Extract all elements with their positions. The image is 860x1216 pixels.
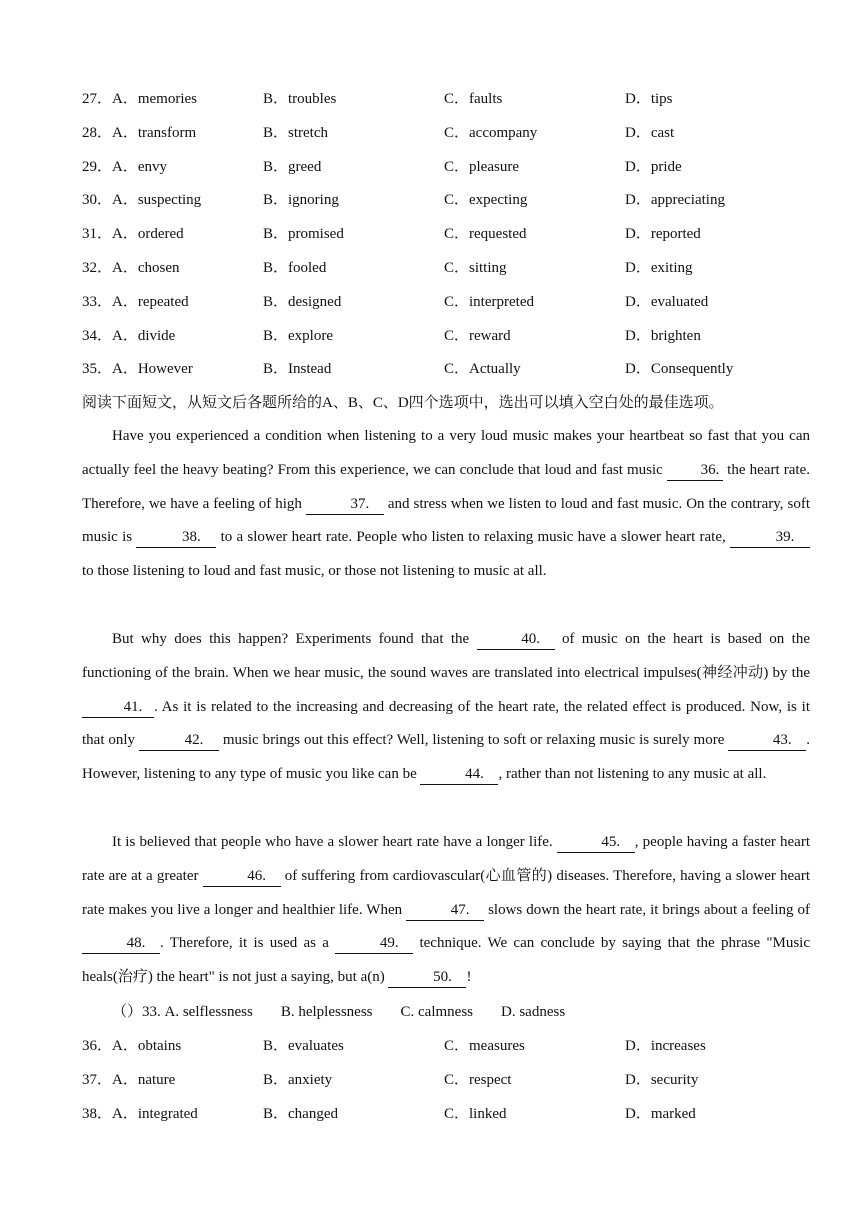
option-a[interactable]: A．divide [112, 327, 176, 344]
option-b[interactable]: B．stretch [263, 124, 328, 141]
option-d[interactable]: D．reported [625, 226, 701, 243]
blank-38: 38. [136, 527, 216, 548]
question-number: 37． [82, 1071, 113, 1088]
question-number: 30． [82, 192, 113, 209]
option-c[interactable]: C．accompany [444, 124, 538, 141]
option-c[interactable]: C．Actually [444, 361, 521, 378]
option-a[interactable]: A．nature [112, 1071, 176, 1088]
question-number: 31． [82, 226, 113, 243]
option-d[interactable]: D．appreciating [625, 192, 725, 209]
option-b[interactable]: B．promised [263, 226, 344, 243]
question-33-line [112, 1001, 593, 1023]
option-b[interactable]: B．ignoring [263, 192, 339, 209]
option-a[interactable]: A．repeated [112, 293, 189, 310]
option-b[interactable]: B．Instead [263, 361, 332, 378]
option-a[interactable]: A．However [112, 361, 193, 378]
option-d[interactable]: D．increases [625, 1038, 706, 1054]
option-a[interactable]: A．envy [112, 158, 167, 175]
option-c[interactable]: C．respect [444, 1071, 512, 1088]
q33-option-d[interactable]: D. sadness [501, 1004, 566, 1020]
option-c[interactable]: C．faults [444, 91, 503, 107]
option-b[interactable]: B．evaluates [263, 1038, 344, 1054]
option-b[interactable]: B．troubles [263, 91, 337, 107]
question-number: 38． [82, 1105, 113, 1122]
blank-44: 44. [420, 764, 498, 785]
option-d[interactable]: D．Consequently [625, 361, 734, 378]
option-c[interactable]: C．sitting [444, 260, 507, 276]
blank-47: 47. [406, 900, 484, 921]
option-d[interactable]: D．brighten [625, 327, 701, 344]
instruction: 阅读下面短文，从短文后各题所给的A、B、C、D四个选项中，选出可以填入空白处的最佳选项。 [82, 395, 724, 411]
option-a[interactable]: A．chosen [112, 260, 180, 276]
question-number: 34． [82, 327, 113, 344]
blank-50: 50. [388, 967, 466, 988]
option-c[interactable]: C．interpreted [444, 293, 534, 310]
blank-45: 45. [557, 832, 635, 853]
question-number: 32． [82, 260, 113, 276]
option-c[interactable]: C．measures [444, 1038, 525, 1054]
option-a[interactable]: A．ordered [112, 226, 184, 243]
question-number: 28． [82, 124, 113, 141]
option-d[interactable]: D．evaluated [625, 293, 709, 310]
option-b[interactable]: B．fooled [263, 260, 327, 276]
question-number: 29． [82, 158, 113, 175]
paragraph-3: It is believed that people who have a slower heart rate have a longer life. 45. , people having a faster heart rate are at a greater 46. of suffering from cardiovascular(心血管的) diseases. Therefore, having a slower heart rate makes you live a longer and healthier life. When 47. slows down the heart rate, it brings about a feeling of 48. . Therefore, it is used as a 49. technique. We can conclude by saying that the phrase "Music heals(治疗) the heart" is not just a saying, but a(n) 50. ! [82, 826, 810, 995]
option-c[interactable]: C．requested [444, 226, 527, 243]
option-d[interactable]: D．pride [625, 158, 682, 175]
option-b[interactable]: B．changed [263, 1105, 338, 1122]
option-c[interactable]: C．pleasure [444, 158, 519, 175]
blank-42: 42. [139, 730, 219, 751]
q33-option-b[interactable]: B. helplessness [280, 1004, 373, 1020]
option-b[interactable]: B．greed [263, 158, 322, 175]
blank-41: 41. [82, 697, 154, 718]
option-a[interactable]: A．memories [112, 91, 197, 107]
blank-49: 49. [335, 933, 413, 954]
option-a[interactable]: A．integrated [112, 1105, 198, 1122]
option-a[interactable]: A．suspecting [112, 192, 202, 209]
blank-48: 48. [82, 933, 160, 954]
blank-37: 37. [306, 494, 384, 515]
option-b[interactable]: B．anxiety [263, 1071, 333, 1088]
blank-40: 40. [477, 629, 555, 650]
option-b[interactable]: B．designed [263, 293, 342, 310]
q33-option-a[interactable]: （）33. A. selflessness [112, 1004, 253, 1020]
option-c[interactable]: C．expecting [444, 192, 528, 209]
blank-46: 46. [203, 866, 281, 887]
option-d[interactable]: D．exiting [625, 260, 693, 276]
question-number: 27． [82, 91, 113, 107]
blank-39: 39. [730, 527, 810, 548]
option-d[interactable]: D．tips [625, 91, 673, 107]
q33-option-c[interactable]: C. calmness [400, 1004, 473, 1020]
option-b[interactable]: B．explore [263, 327, 333, 344]
option-c[interactable]: C．reward [444, 327, 511, 344]
option-c[interactable]: C．linked [444, 1105, 507, 1122]
option-d[interactable]: D．security [625, 1071, 699, 1088]
question-number: 36． [82, 1038, 113, 1054]
option-d[interactable]: D．cast [625, 124, 675, 141]
option-d[interactable]: D．marked [625, 1105, 696, 1122]
question-number: 33． [82, 293, 113, 310]
option-a[interactable]: A．obtains [112, 1038, 182, 1054]
blank-43: 43. [728, 730, 806, 751]
paragraph-2: But why does this happen? Experiments found that the 40. of music on the heart is based on the functioning of the brain. When we hear music, the sound waves are translated into electrical impulses(神经冲动) by the 41. . As it is related to the increasing and decreasing of the heart rate, the related effect is produced. Now, is it that only 42. music brings out this effect? Well, listening to soft or relaxing music is surely more 43. . However, listening to any type of music you like can be 44. , rather than not listening to any music at all. [82, 623, 810, 792]
blank-36: 36. [667, 460, 723, 481]
option-a[interactable]: A．transform [112, 124, 197, 141]
question-number: 35． [82, 361, 113, 378]
paragraph-1: Have you experienced a condition when listening to a very loud music makes your heartbeat so fast that you can actually feel the heavy beating? From this experience, we can conclude that loud and fast music 36. the heart rate. Therefore, we have a feeling of high 37. and stress when we listen to loud and fast music. On the contrary, soft music is 38. to a slower heart rate. People who listen to relaxing music have a slower heart rate, 39. to those listening to loud and fast music, or those not listening to music at all. [82, 428, 810, 580]
